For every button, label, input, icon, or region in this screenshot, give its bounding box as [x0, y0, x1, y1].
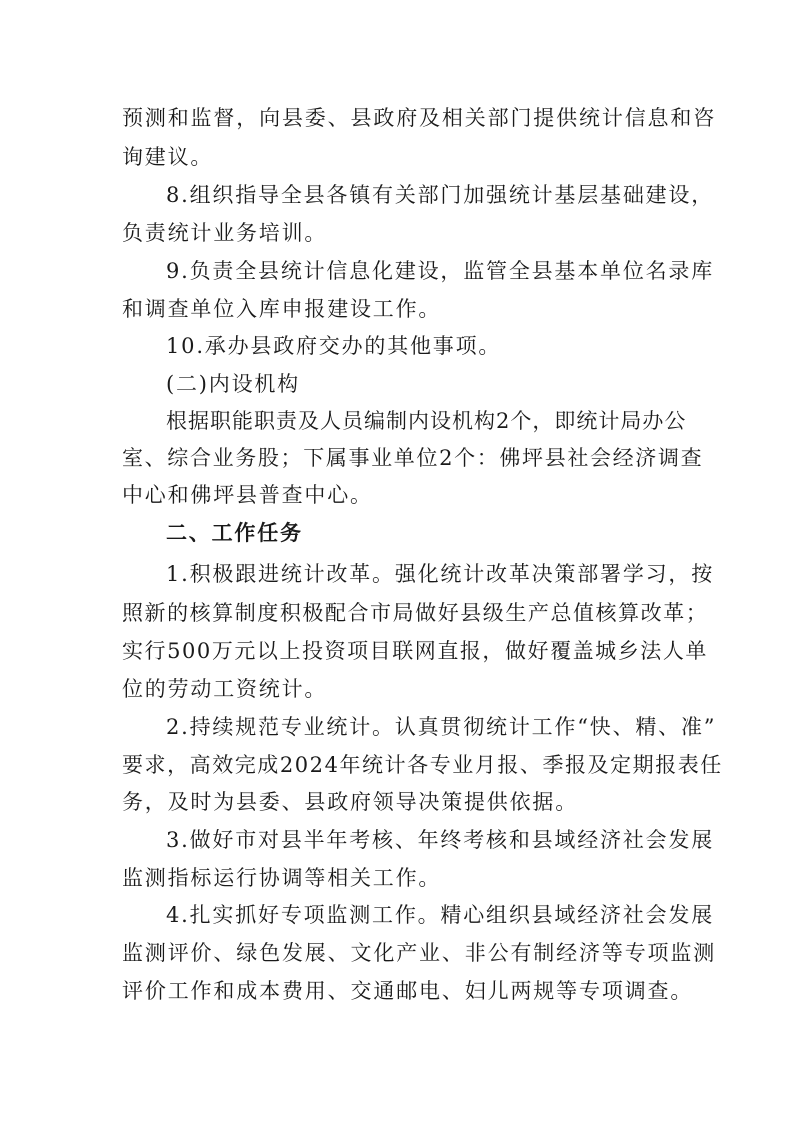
text-line: 根据职能职责及人员编制内设机构2个，即统计局办公: [166, 409, 687, 433]
text-line: 8.组织指导全县各镇有关部门加强统计基层基础建设，: [166, 183, 715, 207]
section-heading: 二、工作任务: [166, 520, 303, 545]
text-line: 评价工作和成本费用、交通邮电、妇儿两规等专项调查。: [122, 979, 694, 1003]
text-line: 室、综合业务股；下属事业单位2个：佛坪县社会经济调查: [122, 446, 704, 470]
text-line: 询建议。: [122, 145, 214, 169]
text-line: 中心和佛坪县普查中心。: [122, 483, 373, 507]
text-line: 预测和监督，向县委、县政府及相关部门提供统计信息和咨: [122, 106, 717, 130]
text-line: 3.做好市对县半年考核、年终考核和县域经济社会发展: [166, 828, 715, 852]
text-line: 实行500万元以上投资项目联网直报，做好覆盖城乡法人单: [122, 639, 708, 663]
text-line: 监测评价、绿色发展、文化产业、非公有制经济等专项监测: [122, 941, 717, 965]
text-line: 位的劳动工资统计。: [122, 677, 328, 701]
text-line: 2.持续规范专业统计。认真贯彻统计工作“快、精、准”: [166, 715, 717, 739]
text-line: 1.积极跟进统计改革。强化统计改革决策部署学习，按: [166, 562, 715, 586]
text-line: 4.扎实抓好专项监测工作。精心组织县域经济社会发展: [166, 903, 715, 927]
text-line: 监测指标运行协调等相关工作。: [122, 866, 442, 890]
section-subheading: (二)内设机构: [166, 372, 300, 396]
text-line: 和调查单位入库申报建设工作。: [122, 297, 442, 321]
text-line: 务，及时为县委、县政府领导决策提供依据。: [122, 790, 578, 814]
text-line: 照新的核算制度积极配合市局做好县级生产总值核算改革；: [122, 601, 709, 625]
text-line: 负责统计业务培训。: [122, 221, 328, 245]
text-line: 要求，高效完成2024年统计各专业月报、季报及定期报表任: [122, 753, 723, 777]
text-line: 10.承办县政府交办的其他事项。: [166, 334, 502, 358]
text-line: 9.负责全县统计信息化建设，监管全县基本单位名录库: [166, 259, 715, 283]
